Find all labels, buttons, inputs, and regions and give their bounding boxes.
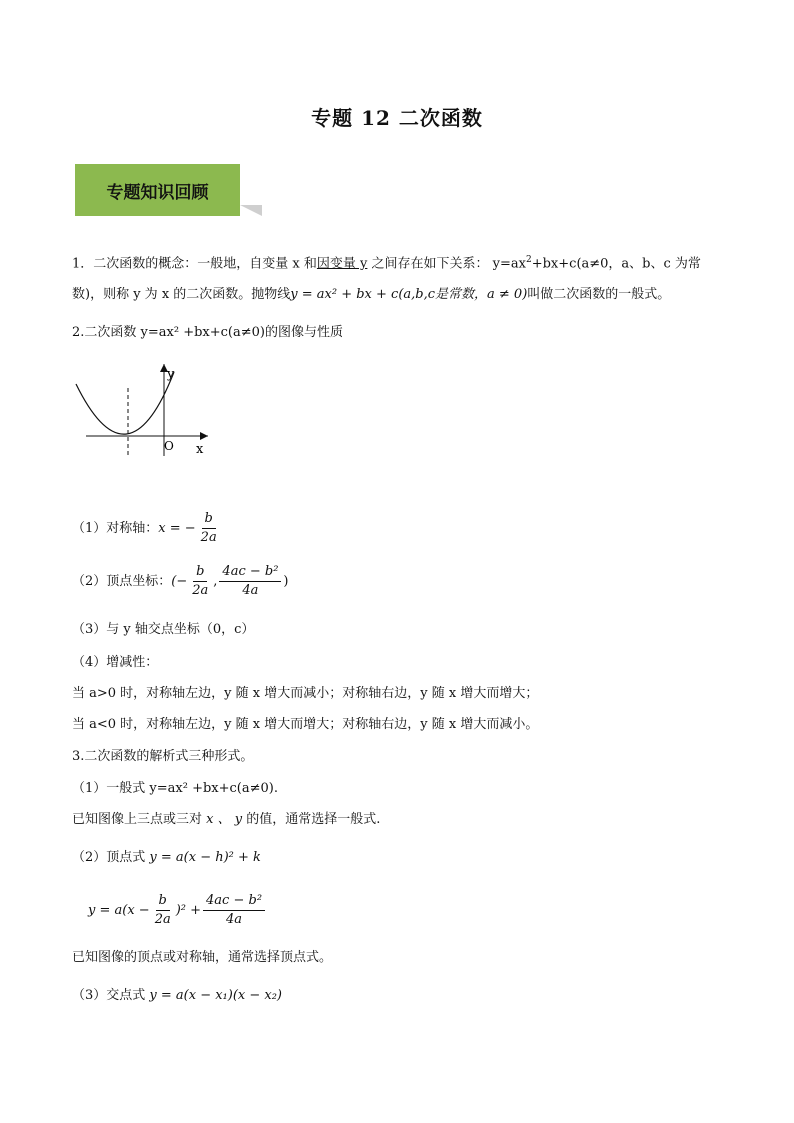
intercept-form: （3）交点式 y = a(x − x₁)(x − x₂) [72, 988, 283, 1003]
definition-line-1: 1．二次函数的概念：一般地，自变量 x 和因变量 y 之间存在如下关系： $y=ax^2+bx+c(a\ne 0$，a、b、c 为常 [72, 255, 701, 272]
x-axis-label: x [196, 442, 204, 457]
definition-line-2: 数)，则称 y 为 x 的二次函数。抛物线y = ax² + bx + c(a,b,c是常数，a ≠ 0)叫做二次函数的一般式。 [72, 287, 671, 302]
y-axis-label: y [167, 367, 175, 382]
vertex-coordinates: （2）顶点坐标：(− $\frac{b}{2a}$ , $\frac{\text{4ac − b²}}{4a}$ ) [72, 564, 289, 598]
origin-label: O [164, 439, 174, 453]
general-form-note: 已知图像上三点或三对 x 、 y 的值，通常选择一般式. [72, 812, 381, 827]
y-intercept: （3）与 y 轴交点坐标（0，c） [72, 622, 255, 637]
monotonicity-a-negative: 当 a<0 时，对称轴左边，y 随 x 增大而增大；对称轴右边，y 随 x 增大而减小。 [72, 717, 539, 732]
parabola-graph [72, 360, 212, 460]
monotonicity-a-positive: 当 a>0 时，对称轴左边，y 随 x 增大而减小；对称轴右边，y 随 x 增大而增大； [72, 686, 539, 701]
axis-of-symmetry: （1）对称轴：x = − $\frac{b}{2a}$ [72, 511, 217, 545]
banner-shadow [240, 205, 262, 216]
section-banner: 专题知识回顾 [75, 164, 240, 216]
section-3-heading: 3.二次函数的解析式三种形式。 [72, 749, 254, 764]
general-form: （1）一般式 y=ax² +bx+c(a≠0). [72, 781, 278, 796]
page-title: 专题 12 二次函数 [311, 106, 483, 130]
vertex-form: （2）顶点式 y = a(x − h)² + k [72, 850, 261, 865]
monotonicity-heading: （4）增减性： [72, 655, 159, 670]
vertex-form-note: 已知图像的顶点或对称轴，通常选择顶点式。 [72, 950, 333, 965]
section-2-heading: 2.二次函数 y=ax² +bx+c(a≠0)的图像与性质 [72, 325, 343, 340]
vertex-form-expanded: y = a(x − $\frac{b}{2a}$ )² + $\frac{\text{4ac − b²}}{4a}$ [88, 892, 267, 929]
